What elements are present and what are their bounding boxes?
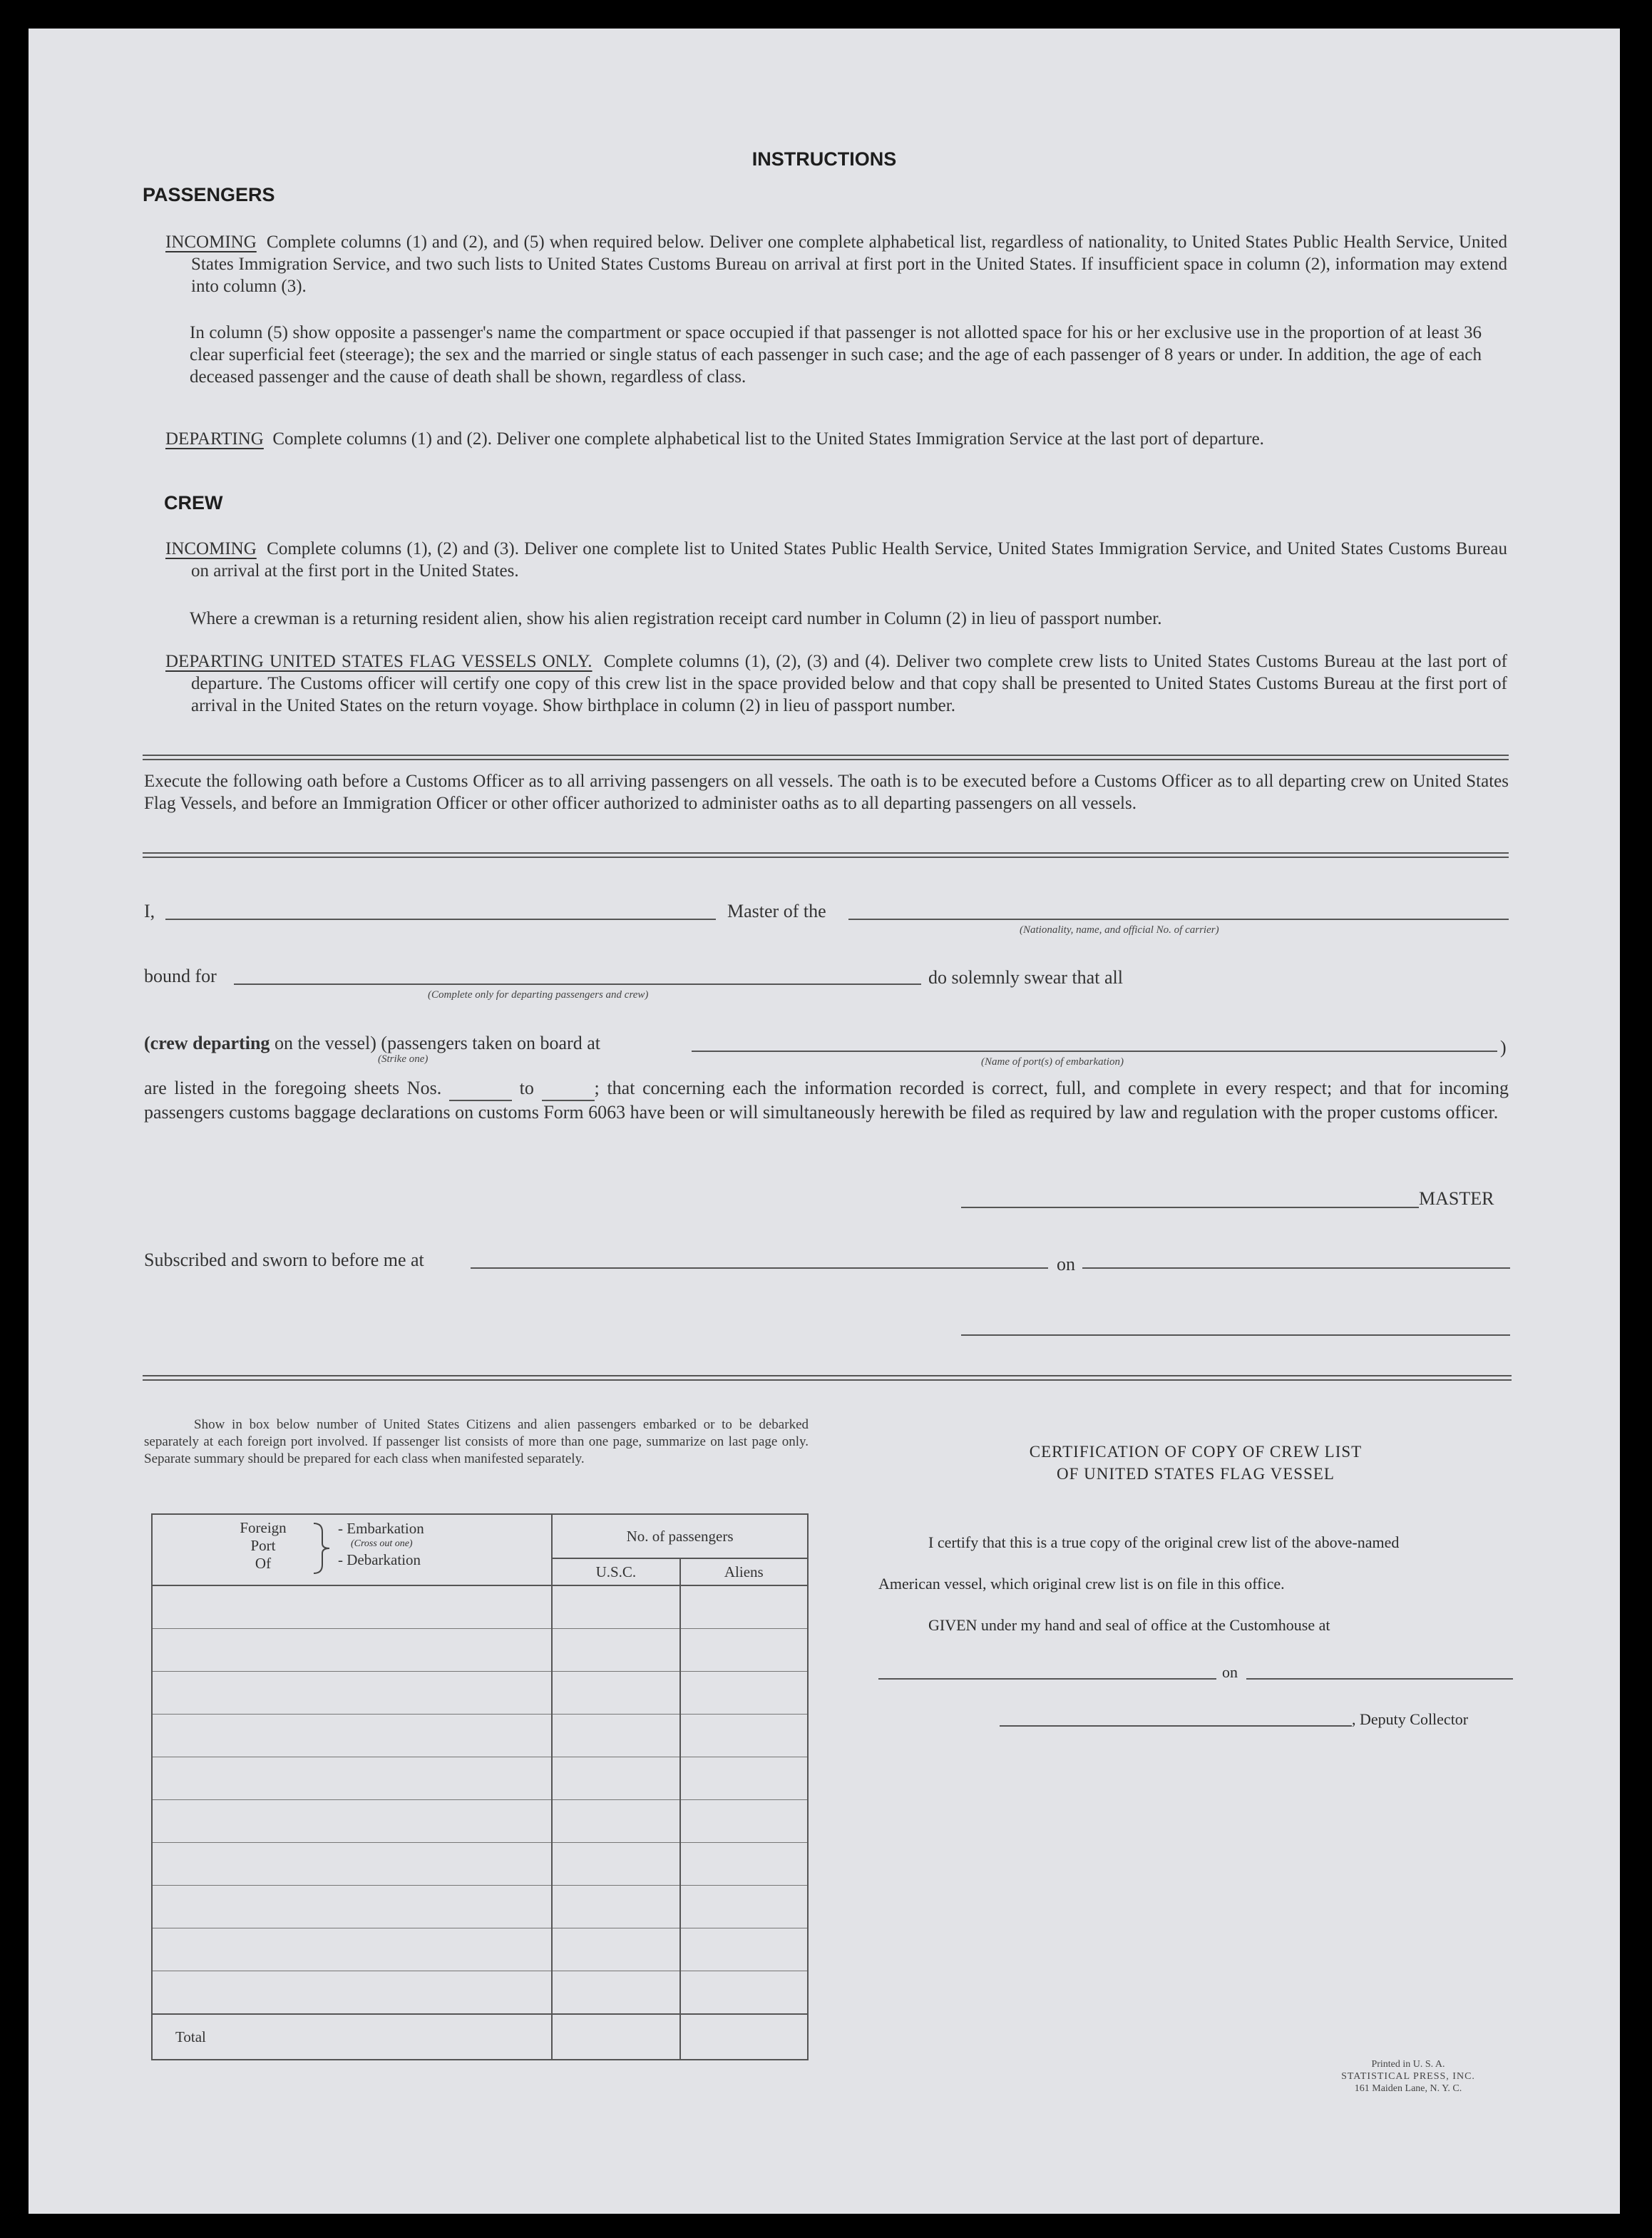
no-passengers-header: No. of passengers [552,1514,808,1558]
summary-instructions: Show in box below number of United States Citizens and alien passengers embarked or to be debarked separately at each foreign port involved. If passenger list consists of more than one page, summarize on last page only. Separate summary should be prepared for each class when manifested separately. [144,1417,809,1466]
port-cell[interactable] [152,1672,552,1715]
column5-instruction: In column (5) show opposite a passenger's name the compartment or space occupied if that passenger is not allotted space for his or her exclusive use in the proportion of at least 36 clear superficial feet (steerage); the sex and the married or single status of each passenger in such case; and the age of each passenger of 8 years or under. In addition, the age of each deceased passenger and the cause of death shall be shown, regardless of class. [190,323,1482,387]
to-label: to [519,1078,534,1098]
foreign-label: Foreign [240,1519,287,1536]
oath-intro: Execute the following oath before a Customs Officer as to all arriving passengers on all vessels. The oath is to be executed before a Customs Officer as to all departing crew on United States Flag Vessels, and before an Immigration Officer or other officer authorized to administer oaths as to all departing passengers on all vessels. [144,772,1509,813]
crew-departing-instruction [165,650,1507,717]
cert-on-label: on [1222,1663,1238,1681]
bound-for-label: bound for [144,966,217,986]
printer-line2: STATISTICAL PRESS, INC. [1341,2071,1475,2082]
port-cell[interactable] [152,1715,552,1757]
crew-incoming-text: Complete columns (1), (2) and (3). Deliver one complete list to United States Public Health Service, United States Immigration Service, and United States Customs Bureau on arrival at the first port in the United States. [191,539,1507,581]
crew-heading: CREW [164,492,223,513]
passengers-departing-instruction [165,428,1507,450]
port-label: Port [250,1537,276,1554]
printer-line1: Printed in U. S. A. [1371,2059,1445,2070]
embarkation-port-field[interactable] [692,1051,1497,1052]
strike-caption: (Strike one) [378,1053,429,1065]
usc-cell[interactable] [552,1585,679,1629]
port-cell[interactable] [152,1971,552,2015]
usc-total-cell[interactable] [552,2014,679,2060]
port-cell[interactable] [152,1843,552,1886]
master-label: MASTER [1419,1188,1494,1209]
certification-title-line1: CERTIFICATION OF COPY OF CREW LIST [1029,1443,1363,1461]
incoming-label: INCOMING [165,233,257,252]
carrier-caption: (Nationality, name, and official No. of carrier) [1020,924,1219,936]
departing-text: Complete columns (1) and (2). Deliver one complete alphabetical list to the United States Immigration Service at the last port of departure. [272,429,1264,449]
i-label: I, [144,901,155,921]
subscribed-label: Subscribed and sworn to before me at [144,1250,424,1270]
passengers-label: (passengers taken on board at [381,1033,600,1053]
crew-departing-text: Complete columns (1), (2), (3) and (4). Deliver two complete crew lists to United States Customs Bureau at the last port of departure. The Customs officer will certify one copy of this crew list in the space provided below and that copy shall be presented to United States Customs Bureau at the first port of arrival in the United States on the return voyage. Show birthplace in column (2) in lieu of passport number. [191,652,1507,715]
usc-header: U.S.C. [552,1558,679,1585]
crew-departing-label: DEPARTING UNITED STATES FLAG VESSELS ONLY. [165,652,592,671]
of-label: Of [255,1555,272,1572]
customhouse-field[interactable] [878,1678,1216,1680]
passengers-incoming-instruction [165,231,1507,297]
deputy-collector-label: , Deputy Collector [1352,1710,1469,1728]
usc-cell[interactable] [552,1843,679,1886]
departing-label: DEPARTING [165,429,264,449]
sworn-date-field[interactable] [1082,1267,1510,1269]
aliens-cell[interactable] [680,1886,808,1928]
master-name-field[interactable] [165,919,716,920]
certification-title-line2: OF UNITED STATES FLAG VESSEL [1057,1465,1335,1483]
listed-text: ; that concerning each the information recorded is correct, full, and complete in every respect; and that for incoming passengers customs baggage declarations on customs Form 6063 have been or will simultaneously herewith be filed as required by law and regulation with the proper customs officer. [144,1078,1509,1123]
aliens-cell[interactable] [680,1585,808,1629]
certification-text-2: American vessel, which original crew list is on file in this office. [878,1575,1285,1593]
crew-incoming-label: INCOMING [165,539,257,558]
form-page [29,29,1620,2214]
port-header [152,1514,552,1585]
usc-cell[interactable] [552,1757,679,1800]
crew-departing-label: (crew departing [144,1033,270,1053]
usc-cell[interactable] [552,1928,679,1971]
port-cell[interactable] [152,1928,552,1971]
printer-imprint [1291,2058,1526,2095]
total-label: Total [152,2014,552,2060]
crew-incoming-instruction [165,538,1507,582]
aliens-cell[interactable] [680,1843,808,1886]
port-cell[interactable] [152,1585,552,1629]
aliens-cell[interactable] [680,1971,808,2015]
crew-passengers-clause [144,1033,600,1054]
usc-cell[interactable] [552,1715,679,1757]
master-of-label: Master of the [727,901,826,921]
aliens-cell[interactable] [680,1715,808,1757]
aliens-cell[interactable] [680,1928,808,1971]
port-cell[interactable] [152,1757,552,1800]
sheet-from-field[interactable] [449,1077,512,1101]
embarkation-label: - Embarkation [338,1520,424,1537]
deputy-signature-field[interactable] [1000,1725,1352,1727]
bound-for-field[interactable] [234,983,921,985]
certification-text-3: GIVEN under my hand and seal of office at the Customhouse at [928,1616,1330,1634]
divider [143,755,1509,760]
cross-out-label: (Cross out one) [351,1538,413,1549]
close-paren: ) [1500,1037,1507,1058]
usc-cell[interactable] [552,1672,679,1715]
aliens-total-cell[interactable] [680,2014,808,2060]
sheets-statement [144,1077,1509,1124]
divider [143,1375,1512,1381]
on-vessel-label: on the vessel) [274,1033,376,1053]
usc-cell[interactable] [552,1886,679,1928]
sworn-at-field[interactable] [471,1267,1048,1269]
printer-line3: 161 Maiden Lane, N. Y. C. [1354,2083,1462,2094]
aliens-cell[interactable] [680,1800,808,1843]
incoming-text: Complete columns (1) and (2), and (5) when required below. Deliver one complete alphabetical list, regardless of nationality, to United States Public Health Service, United States Immigration Service, and two such lists to United States Customs Bureau on arrival at first port in the United States. If insufficient space in column (2), information may extend into column (3). [191,233,1508,296]
master-signature-field[interactable] [961,1207,1419,1208]
embarkation-caption: (Name of port(s) of embarkation) [981,1056,1124,1068]
on-label: on [1057,1254,1075,1274]
sheet-to-field[interactable] [542,1077,595,1101]
usc-cell[interactable] [552,1800,679,1843]
passengers-heading: PASSENGERS [143,184,275,205]
carrier-field[interactable] [848,919,1509,920]
debarkation-label: - Debarkation [338,1551,421,1568]
port-cell[interactable] [152,1629,552,1672]
port-cell[interactable] [152,1886,552,1928]
divider [143,852,1509,858]
certification-text-1: I certify that this is a true copy of the original crew list of the above-named [928,1533,1400,1551]
page-title: INSTRUCTIONS [751,148,897,170]
officer-signature-field[interactable] [961,1334,1510,1336]
aliens-cell[interactable] [680,1629,808,1672]
passenger-summary-table [151,1513,809,2060]
aliens-cell[interactable] [680,1672,808,1715]
aliens-cell[interactable] [680,1757,808,1800]
listed-prefix: are listed in the foregoing sheets Nos. [144,1078,442,1098]
port-cell[interactable] [152,1800,552,1843]
swear-label: do solemnly swear that all [928,967,1123,988]
certification-title [878,1441,1513,1485]
usc-cell[interactable] [552,1629,679,1672]
bound-for-caption: (Complete only for departing passengers and crew) [428,989,649,1001]
cert-date-field[interactable] [1246,1678,1513,1680]
crew-resident-instruction: Where a crewman is a returning resident alien, show his alien registration receipt card number in Column (2) in lieu of passport number. [190,609,1162,628]
brace-icon [311,1522,332,1575]
aliens-header: Aliens [680,1558,808,1585]
usc-cell[interactable] [552,1971,679,2015]
